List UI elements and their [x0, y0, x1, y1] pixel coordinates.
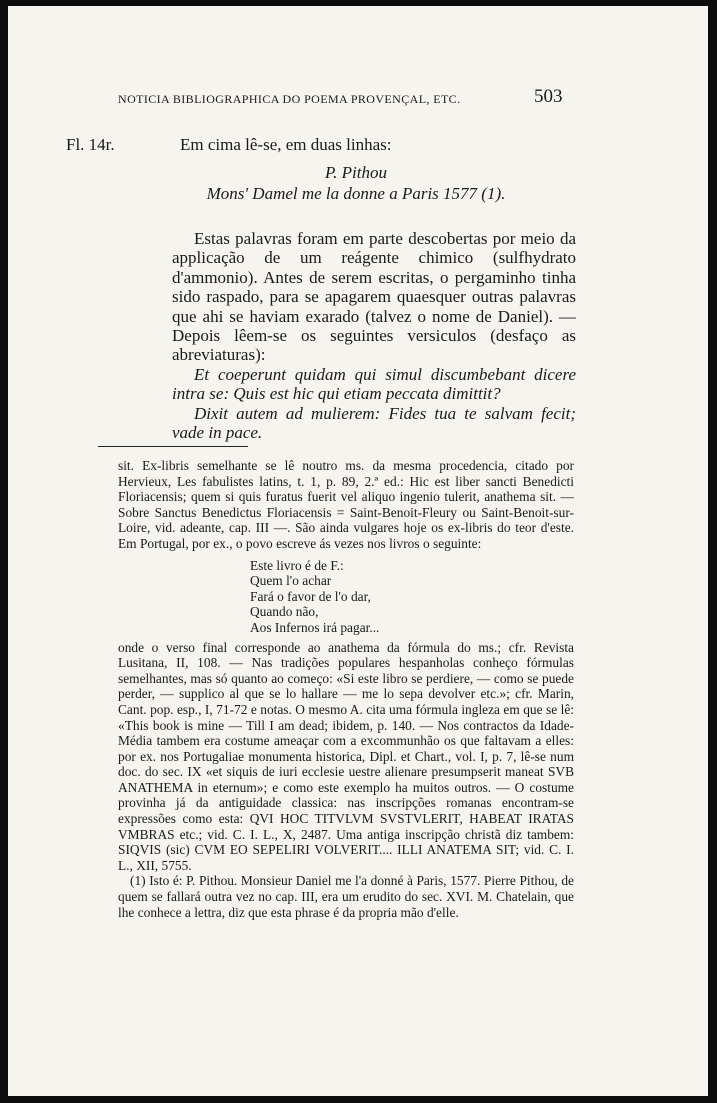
verse-line: Quando não, [250, 604, 319, 620]
verse-line: Quem l'o achar [250, 573, 332, 589]
latin-verse-1: Et coeperunt quidam qui simul discumbebant dicere intra se: Quis est hic qui etiam peccata dimittit? [172, 364, 576, 404]
footnotes [118, 458, 574, 920]
folio-row [66, 134, 586, 156]
verse-line: Este livro é de F.: [250, 557, 344, 573]
folio-text: Em cima lê-se, em duas linhas: [180, 135, 392, 154]
footnote-continued: sit. Ex-libris semelhante se lê noutro ms. da mesma procedencia, citado por Hervieux, Les fabulistes latins, t. 1, p. 89, 2.ª ed.: Hic est liber sancti Benedicti Floriacensis; quem si quis furatus fuerit vel aliquo ingenio tulerit, anathema sit. — Sobre Sanctus Benedictus Floriacensis = Saint-Benoit-Fleury ou Saint-Benoit-sur-Loire, vid. adeante, cap. III —. São ainda vulgares hoje os ex-libris do teor d'este. Em Portugal, por ex., o povo escreve ás vezes nos livros o seguinte: [118, 458, 574, 551]
footnote-1: (1) Isto é: P. Pithou. Monsieur Daniel me l'a donné à Paris, 1577. Pierre Pithou, de quem se fallará outra vez no cap. III, era um erudito do sec. XVI. M. Chatelain, que lhe conhece a lettra, diz que esta phrase é da propria mão d'elle. [118, 873, 574, 920]
book-page [8, 6, 708, 1096]
footnote-continuation: onde o verso final corresponde ao anathema da fórmula do ms.; cfr. Revista Lusitana, II, 108. — Nas tradições populares hespanholas conheço fórmulas semelhantes, mas só quanto ao começo: «Si este libro se perdiere, — como se puede perder, — supplico al que se lo hallare — me lo sepa devolver etc.»; cfr. Marin, Cant. pop. esp., I, 71-72 e notas. O mesmo A. cita uma fórmula ingleza em que se lê: «This book is mine — Till I am dead; ibidem, p. 140. — Nos contractos da Idade-Média tambem era costume ameaçar com a excommunhão os que faltavam a elles: por ex. nos Portugaliae monumenta historica, Dipl. et Chart., vol. I, p. 7, lê-se num doc. do sec. IX «et siquis de iuri ecclesie uestre alienare presumpserit maneat SVB ANATHEMA in eternum»; e como este exemplo ha muitos outros. — O costume provinha já da antiguidade classica: nas inscripções romanas encontram-se expressões como esta: QVI HOC TITVLVM SVSTVLERIT, HABEAT IRATAS VMBRAS etc.; vid. C. I. L., X, 2487. Uma antiga inscripção christã diz tambem: SIQVIS (sic) CVM EO SEPELIRI VOLVERIT.... ILLI ANATEMA SIT; vid. C. I. L., XII, 5755. [118, 639, 574, 873]
running-header: NOTICIA BIBLIOGRAPHICA DO POEMA PROVENÇAL, ETC. [118, 92, 461, 106]
latin-verse-2: Dixit autem ad mulierem: Fides tua te salvam fecit; vade in pace. [172, 403, 576, 443]
verse-line: Aos Infernos irá pagar... [250, 619, 380, 635]
popular-verse [250, 558, 574, 636]
verse-line: Fará o favor de l'o dar, [250, 588, 371, 604]
page-number: 503 [534, 86, 563, 107]
inscription-line-2: Mons' Damel me la donne a Paris 1577 (1). [206, 184, 506, 203]
footnote-rule [98, 446, 248, 447]
inscription-line-1: P. Pithou [324, 162, 388, 182]
main-paragraph: Estas palavras foram em parte descobertas por meio da applicação de um reágente chimico (sulfhydrato d'ammonio). Antes de serem escritas, o pergaminho tinha sido raspado, para se apagarem quaesquer outras palavras que ahi se haviam exarado (talvez o nome de Daniel). — Depois lêem-se os seguintes versiculos (desfaço as abreviaturas): [172, 229, 576, 365]
main-paragraph-block [172, 229, 576, 442]
folio-label: Fl. 14r. [66, 135, 115, 154]
main-heading-block [66, 134, 586, 205]
